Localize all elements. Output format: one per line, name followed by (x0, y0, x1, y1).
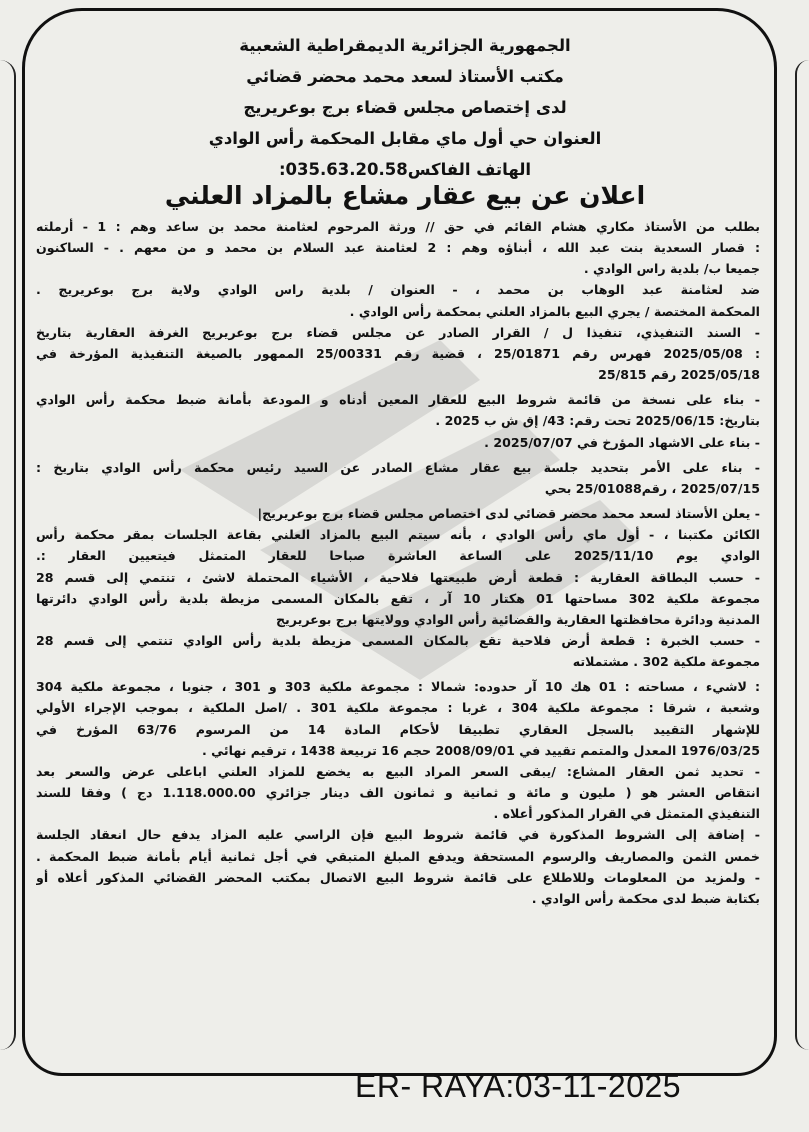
body-line: 2025/07/15 ، رقم25/01088 بحي (544, 480, 760, 496)
body-line: - بناء على الأمر بتحديد جلسة بيع عقار مشاع الصادر عن السيد رئيس محكمة رأس الوادي بتاريخ : (36, 459, 760, 475)
body-line: - يعلن الأستاذ لسعد محمد محضر قضائي لدى اختصاص مجلس قضاء برج بوعريريج| (257, 506, 760, 522)
header-office: مكتب الأستاذ لسعد محمد محضر قضائي (246, 67, 564, 86)
body-line: بتاريخ: 2025/06/15 تحت رقم: 43/ إق ش ب 2025 . (435, 413, 760, 429)
body-line: - بناء على الاشهاد المؤرخ في 2025/07/07 . (484, 434, 760, 450)
body-line: : لاشيء ، مساحته : 01 هك 10 آر حدوده: شمالا : مجموعة ملكية 303 و 301 ، جنوبا ، مجموعة ملكية 304 (36, 679, 760, 695)
body-line: جميعا ب/ بلدية راس الوادي . (583, 261, 760, 277)
header-jurisdiction: لدى إختصاص مجلس قضاء برج بوعريريج (243, 98, 567, 117)
body-line: بكتابة ضبط لدى محكمة رأس الوادي . (531, 890, 760, 906)
body-line: خمس الثمن والمصاريف والرسوم المستحقة ويدفع المبلغ المتبقي في أجل ثمانية أيام بأمانة ضبط المحكمة . (36, 848, 760, 864)
header-phone-fax: الهاتف الفاكس035.63.20.58: (278, 160, 532, 179)
body-line: المحكمة المختصة / يجري البيع بالمزاد العلني بمحكمة رأس الوادي . (349, 303, 760, 319)
body-line: التنفيذي المتمثل في القرار المذكور أعلاه . (493, 806, 760, 822)
body-line: وشعبة ، شرقا : مجموعة ملكية 304 ، غربا : مجموعة ملكية 301 . /اصل الملكية ، بموجب الإجراء الأولي (36, 700, 760, 716)
body-line: - السند التنفيذي، تنفيذا ل / القرار الصادر عن مجلس قضاء برج بوعريريج الغرفة العقارية بتاريخ (36, 324, 760, 340)
body-line: : 2025/05/08 فهرس رقم 25/01871 ، قضية رقم 25/00331 الممهور بالصيغة التنفيذية المؤرخة في (36, 345, 760, 361)
body-line: للإشهار التقييد بالسجل العقاري تطبيقا لأحكام المادة 14 من المرسوم 63/76 المؤرخ في (36, 721, 760, 737)
body-line: المدنية ودائرة محافظتها العقارية والقضائية رأس الوادي وولايتها برج بوعريريج (275, 611, 760, 627)
notice-header (60, 30, 750, 185)
publication-reference: ER- RAYA:03-11-2025 (355, 1068, 682, 1104)
body-line: : قصار السعدية بنت عبد الله ، أبناؤه وهم : 2 لعثامنة عبد السلام بن محمد و من معهم . - الساكنون (36, 240, 760, 256)
body-line: - ولمزيد من المعلومات وللاطلاع على قائمة شروط البيع الاتصال بمكتب المحضر القضائي المذكور أعلاه أو (36, 869, 760, 885)
body-line: مجموعة ملكية 302 . مشتملاته (572, 654, 760, 670)
body-line: 1976/03/25 المعدل والمتمم تقييد في 2008/09/01 حجم 16 تربيعة 1438 ، ترقيم نهائي . (201, 742, 760, 758)
body-line: - بناء على نسخة من قائمة شروط البيع للعقار المعين أدناه و المودعة بأمانة ضبط محكمة رأس الوادي (36, 392, 760, 408)
header-address: العنوان حي أول ماي مقابل المحكمة رأس الوادي (208, 129, 602, 148)
header-republic: الجمهورية الجزائرية الديمقراطية الشعبية (239, 36, 571, 55)
notice-title: اعلان عن بيع عقار مشاع بالمزاد العلني (164, 181, 646, 210)
body-line: الكائن مكتبنا ، - أول ماي رأس الوادي ، بأنه سيتم البيع بالمزاد العلني بقاعة الجلسات بمقر محكمة رأس (36, 527, 760, 543)
adjacent-column-edge-right (795, 60, 809, 1050)
body-line: - إضافة إلى الشروط المذكورة في قائمة شروط البيع فإن الراسي عليه المزاد يدفع حال انعقاد الجلسة (36, 827, 760, 843)
body-line: بطلب من الأستاذ مكاري هشام القائم في حق // ورثة المرحوم لعثامنة محمد بن ساعد وهم : 1 - أرملته (36, 219, 760, 234)
adjacent-column-edge-left (0, 60, 16, 1050)
body-line: الوادي يوم 2025/11/10 على الساعة العاشرة صباحا للعقار المتمثل فيتعيين العقار :. (36, 548, 760, 564)
notice-body (36, 216, 760, 909)
body-line: مجموعة ملكية 302 مساحتها 01 هكتار 10 آر ، تقع بالمكان المسمى مزيطة بلدية رأس الوادي دائرتها (36, 590, 760, 606)
body-line: انتقاص العشر هو ( مليون و مائة و ثمانية و ثمانون الف دينار جزائري 1.118.000.00 دج ) وفقا للسند (36, 785, 760, 801)
body-line: - حسب الخبرة : قطعة أرض فلاحية تقع بالمكان المسمى مزيطة بلدية رأس الوادي تنتمي إلى قسم 28 (36, 632, 760, 648)
body-line: ضد لعثامنة عبد الوهاب بن محمد ، - العنوان / بلدية راس الوادي ولاية برج بوعريريج . (36, 282, 760, 298)
body-line: 2025/05/18 رقم 25/815 (598, 367, 760, 383)
body-line: - تحديد ثمن العقار المشاع: /يبقى السعر المراد البيع به يخضع للمزاد العلني اباعلى عرض والسعر بعد (36, 763, 760, 779)
body-line: - حسب البطاقة العقارية : قطعة أرض طبيعتها فلاحية ، الأشياء المحتملة لاشئ ، تنتمي إلى قسم 28 (36, 569, 760, 585)
